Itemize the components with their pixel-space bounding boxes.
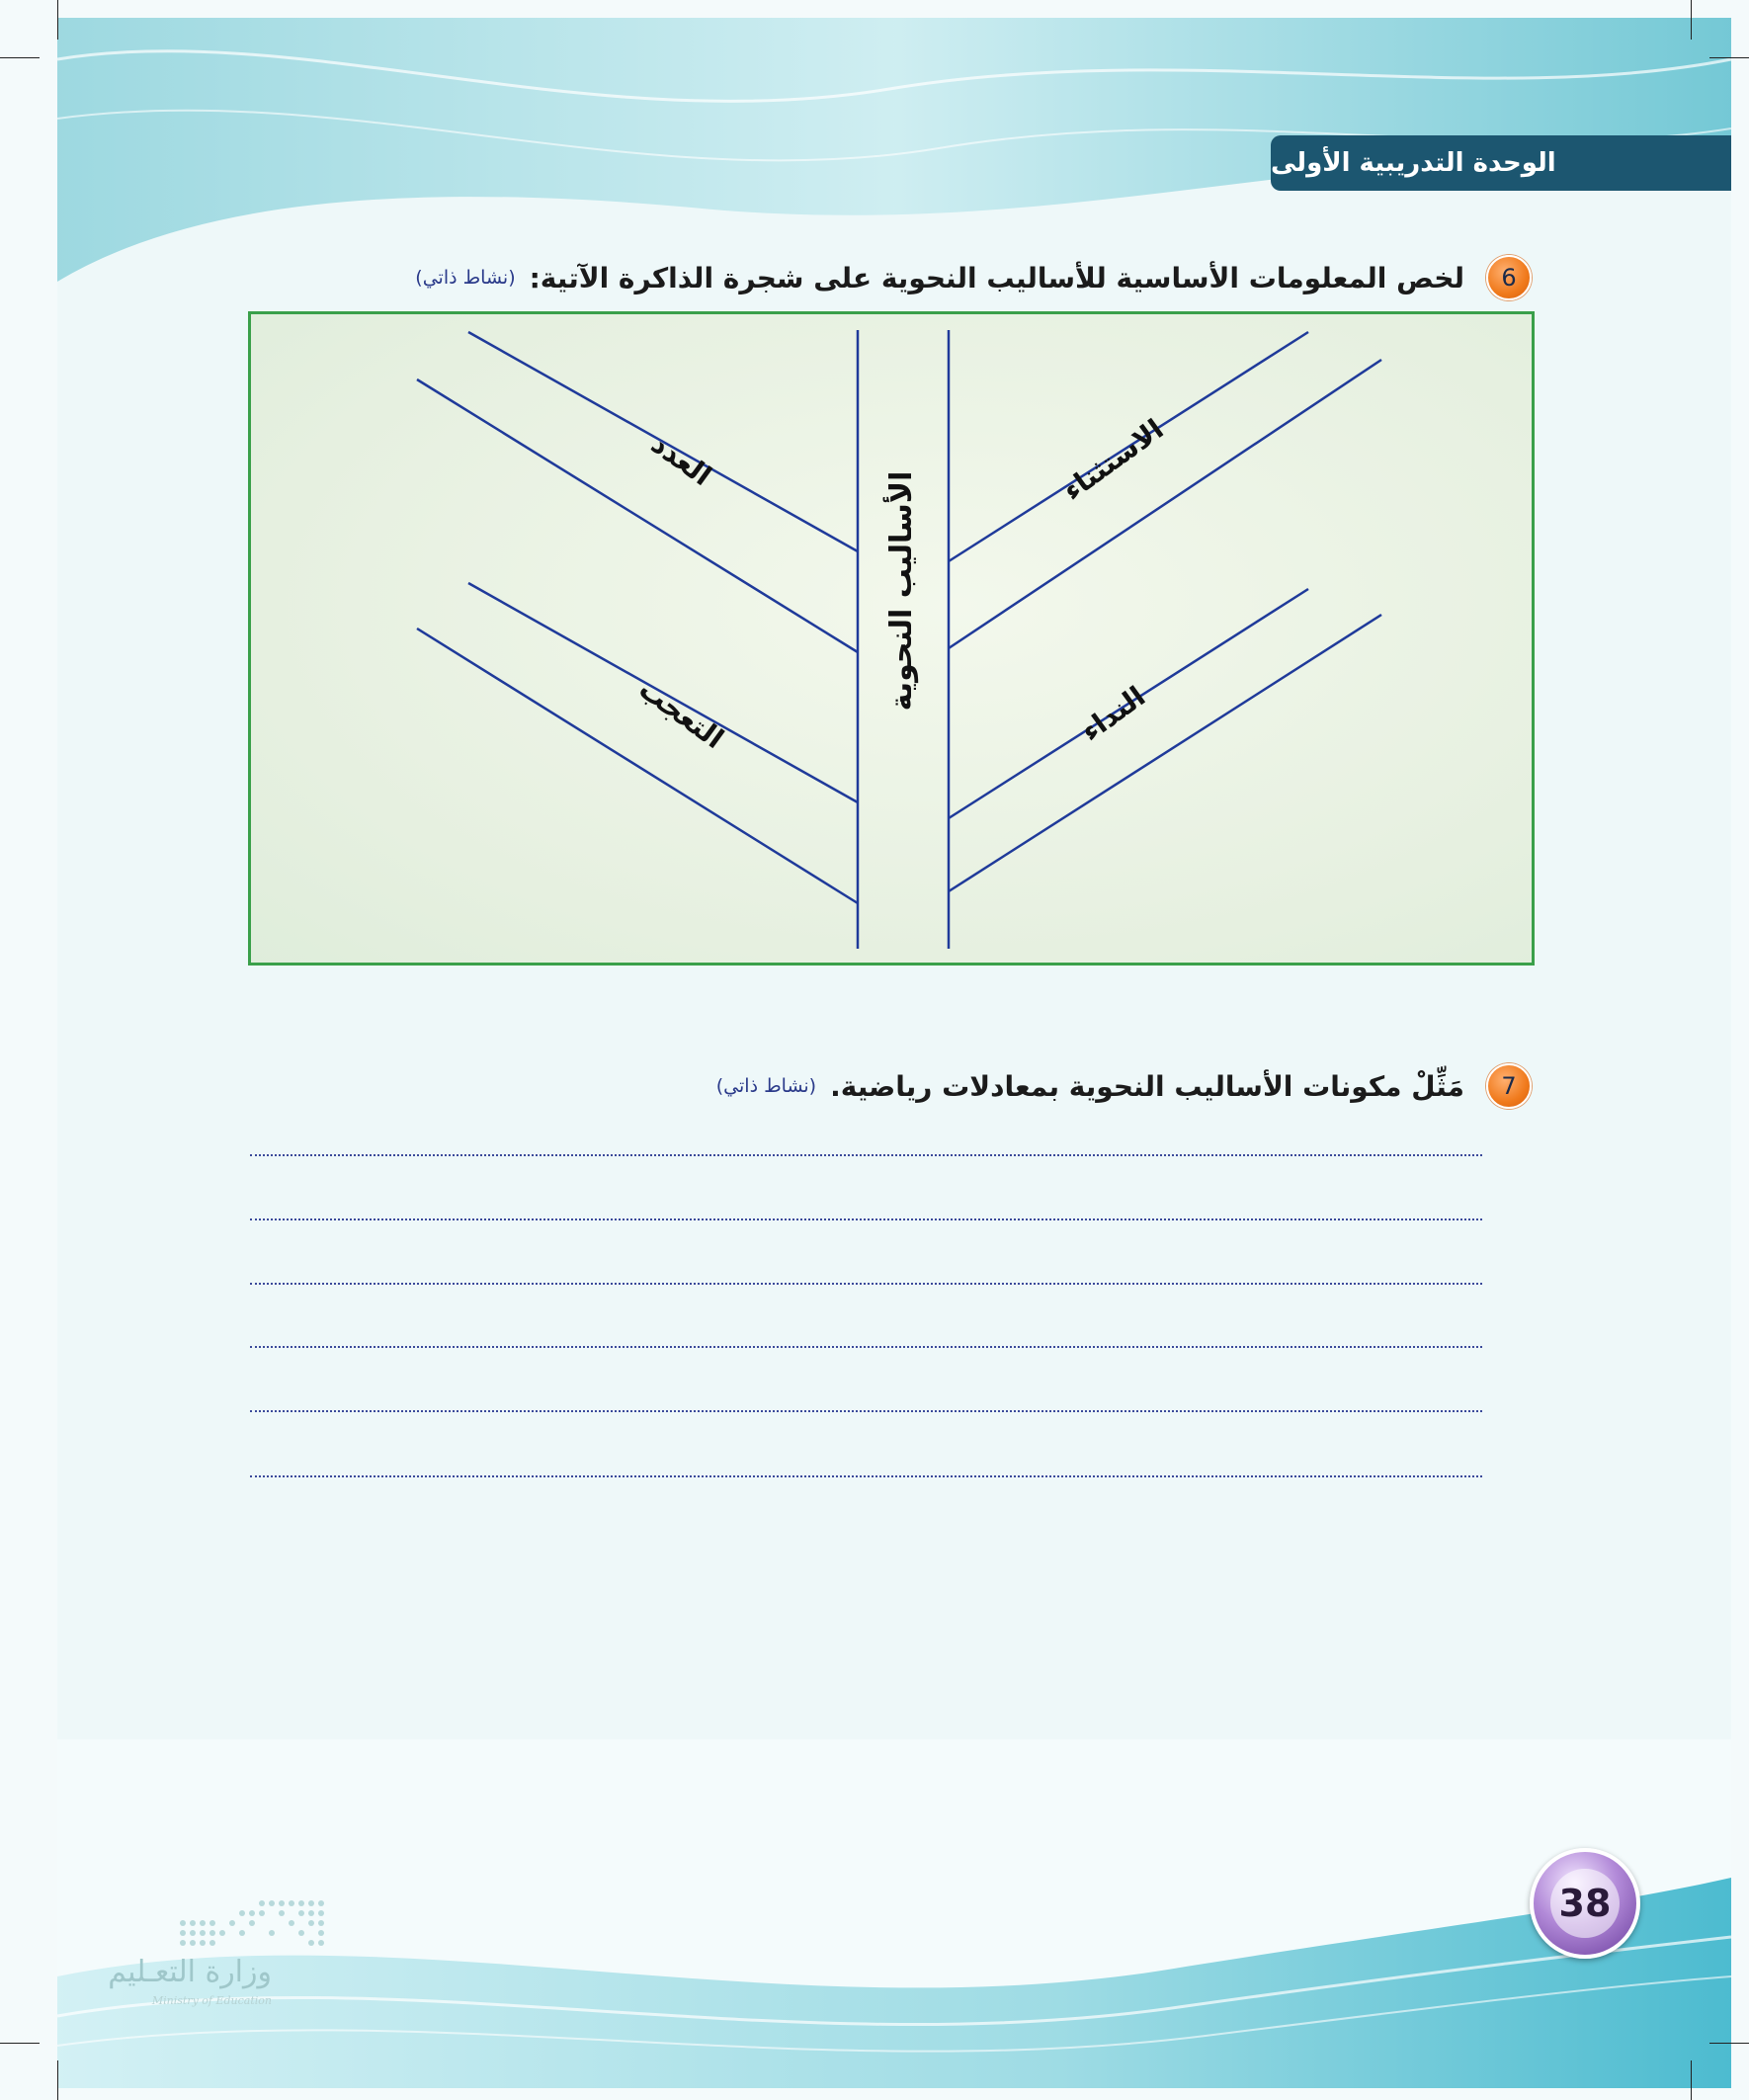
activity-tag: (نشاط ذاتي) (415, 267, 516, 289)
answer-line[interactable] (250, 1218, 1482, 1220)
question-number-badge: 6 (1486, 255, 1532, 300)
unit-title: الوحدة التدريبية الأولى (1271, 148, 1556, 178)
memory-tree-diagram (251, 314, 1532, 963)
question-text: لخص المعلومات الأساسية للأساليب النحوية على شجرة الذاكرة الآتية: (529, 261, 1464, 294)
answer-line[interactable] (250, 1283, 1482, 1285)
ministry-logo-dots-icon (173, 1897, 331, 1947)
answer-line[interactable] (250, 1475, 1482, 1477)
ministry-subtitle: Ministry of Education (151, 1994, 272, 2007)
crop-mark (57, 0, 58, 40)
branch-line (949, 360, 1381, 648)
ministry-logo (94, 1897, 331, 2016)
crop-mark (1709, 57, 1749, 58)
ministry-name: وزارة التعـليم (108, 1955, 272, 1989)
branch-label-top-left: العدد (644, 427, 718, 493)
answer-line[interactable] (250, 1346, 1482, 1348)
crop-mark (1691, 2060, 1692, 2100)
activity-tag: (نشاط ذاتي) (715, 1075, 817, 1097)
branch-label-bottom-left: التعجب (632, 672, 730, 756)
memory-tree-frame (248, 311, 1535, 966)
question-text: مَثِّلْ مكونات الأساليب النحوية بمعادلات رياضية. (830, 1069, 1464, 1103)
unit-title-banner (1271, 135, 1731, 191)
branch-label-bottom-right: النداء (1074, 679, 1152, 748)
crop-mark (0, 2043, 40, 2044)
branch-line (417, 379, 858, 652)
trunk-label: الأساليب النحوية (884, 470, 919, 712)
crop-mark (1691, 0, 1692, 40)
question-7 (716, 1063, 1532, 1109)
answer-line[interactable] (250, 1154, 1482, 1156)
question-number-badge: 7 (1486, 1063, 1532, 1109)
crop-mark (57, 2060, 58, 2100)
page-number: 38 (1550, 1869, 1620, 1938)
answer-line[interactable] (250, 1410, 1482, 1412)
branch-line (949, 615, 1381, 891)
question-6 (415, 255, 1532, 300)
page-number-badge (1530, 1848, 1640, 1959)
crop-mark (0, 57, 40, 58)
crop-mark (1709, 2043, 1749, 2044)
branch-label-top-right: الاستثناء (1056, 412, 1170, 508)
